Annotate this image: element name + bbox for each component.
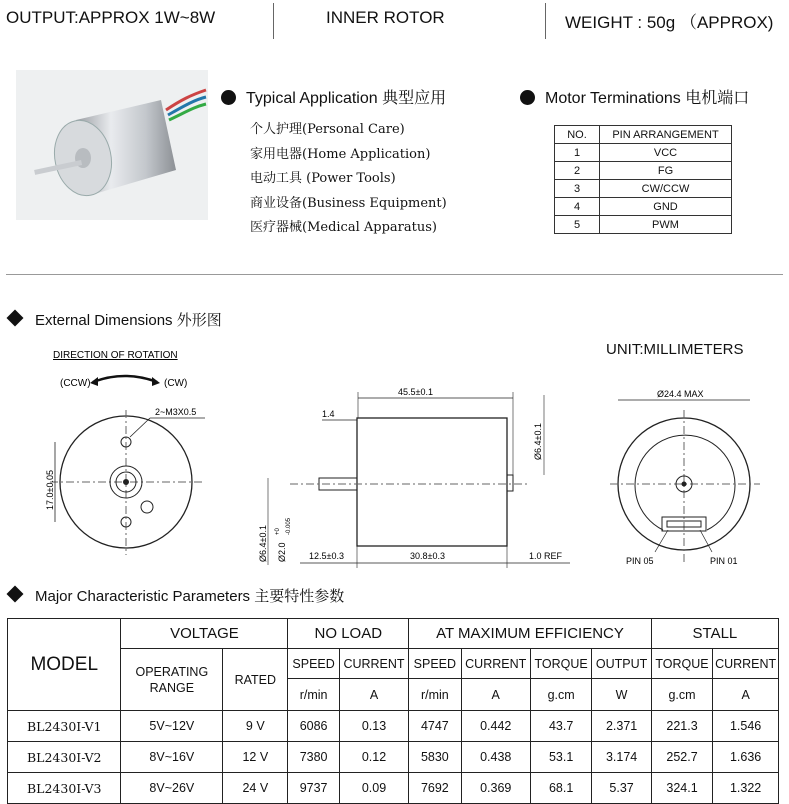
table-cell: 4 bbox=[555, 198, 600, 216]
table-cell: 2.371 bbox=[592, 711, 651, 742]
unit-cell: A bbox=[461, 679, 530, 711]
table-cell: PWM bbox=[600, 216, 732, 234]
table-cell: 9 V bbox=[223, 711, 288, 742]
weight-spec: WEIGHT : 50g （APPROX) bbox=[565, 13, 774, 32]
table-header-row bbox=[555, 126, 732, 144]
col-header: CURRENT bbox=[461, 649, 530, 679]
unit-cell: A bbox=[713, 679, 779, 711]
list-item: 商业设备(Business Equipment) bbox=[250, 195, 447, 211]
table-cell: 7692 bbox=[409, 773, 461, 804]
table-cell: 221.3 bbox=[651, 711, 712, 742]
params-title-text: Major Characteristic Parameters 主要特性参数 bbox=[35, 588, 345, 605]
table-cell: 0.438 bbox=[461, 742, 530, 773]
screw-spec: 2~M3X0.5 bbox=[155, 407, 197, 417]
noload-header: NO LOAD bbox=[288, 619, 409, 649]
table-cell: VCC bbox=[600, 144, 732, 162]
table-row bbox=[8, 711, 779, 742]
col-header: TORQUE bbox=[530, 649, 591, 679]
col-header: CURRENT bbox=[713, 649, 779, 679]
left-dia1-dim: Ø6.4±0.1 bbox=[258, 525, 268, 562]
application-list bbox=[250, 118, 447, 241]
seg2-dim: 30.8±0.3 bbox=[410, 551, 445, 561]
table-cell: 7380 bbox=[288, 742, 339, 773]
table-cell: 68.1 bbox=[530, 773, 591, 804]
table-row bbox=[8, 773, 779, 804]
model-cell: BL2430I-V2 bbox=[8, 742, 121, 773]
output-spec: OUTPUT:APPROX 1W~8W bbox=[6, 8, 216, 27]
table-row bbox=[555, 144, 732, 162]
model-cell: BL2430I-V1 bbox=[8, 711, 121, 742]
front-dia-label: 17.0±0.05 bbox=[45, 470, 55, 510]
table-cell: 5 bbox=[555, 216, 600, 234]
table-row bbox=[555, 198, 732, 216]
list-item: 医疗器械(Medical Apparatus) bbox=[250, 220, 437, 235]
voltage-header: VOLTAGE bbox=[121, 619, 288, 649]
table-cell: 1.322 bbox=[713, 773, 779, 804]
dimension-drawings bbox=[0, 340, 789, 580]
table-cell: 5V~12V bbox=[121, 711, 223, 742]
boss-dia-dim: Ø6.4±0.1 bbox=[533, 423, 543, 460]
table-cell: 24 V bbox=[223, 773, 288, 804]
unit-cell: r/min bbox=[288, 679, 339, 711]
table-cell: GND bbox=[600, 198, 732, 216]
table-cell: 0.369 bbox=[461, 773, 530, 804]
body-dia-dim: Ø24.4 MAX bbox=[657, 389, 704, 399]
table-cell: 5.37 bbox=[592, 773, 651, 804]
application-title bbox=[221, 85, 446, 108]
terminations-title bbox=[520, 85, 749, 108]
model-cell: BL2430I-V3 bbox=[8, 773, 121, 804]
table-cell: 3.174 bbox=[592, 742, 651, 773]
col-header: TORQUE bbox=[651, 649, 712, 679]
table-header: PIN ARRANGEMENT bbox=[600, 126, 732, 144]
ccw-label: (CCW) bbox=[60, 378, 91, 389]
params-title bbox=[6, 585, 344, 606]
left-dia2-tol-bot: -0.005 bbox=[286, 517, 292, 535]
model-header: MODEL bbox=[8, 619, 121, 711]
side-view bbox=[258, 387, 570, 568]
table-cell: 1 bbox=[555, 144, 600, 162]
table-row bbox=[555, 162, 732, 180]
header-divider bbox=[545, 3, 546, 39]
table-cell: 8V~16V bbox=[121, 742, 223, 773]
rotation-arrow-icon bbox=[93, 376, 157, 382]
col-header: SPEED bbox=[288, 649, 339, 679]
diamond-icon bbox=[7, 586, 24, 603]
list-item: 电动工具 (Power Tools) bbox=[250, 171, 396, 186]
motor-photo bbox=[16, 70, 208, 220]
table-header: NO. bbox=[555, 126, 600, 144]
rated-header: RATED bbox=[223, 649, 288, 711]
diamond-icon bbox=[7, 310, 24, 327]
terminations-table bbox=[554, 125, 732, 234]
seg3-dim: 1.0 REF bbox=[529, 551, 563, 561]
list-item: 个人护理(Personal Care) bbox=[250, 122, 405, 137]
dimensions-title bbox=[6, 309, 222, 330]
col-header: SPEED bbox=[409, 649, 461, 679]
table-header-row bbox=[8, 619, 779, 649]
left-dia2-dim: Ø2.0 bbox=[277, 542, 287, 562]
table-cell: 1.636 bbox=[713, 742, 779, 773]
stall-header: STALL bbox=[651, 619, 778, 649]
table-header-row bbox=[8, 649, 779, 679]
col-header: OUTPUT bbox=[592, 649, 651, 679]
table-cell: 12 V bbox=[223, 742, 288, 773]
table-cell: 0.12 bbox=[339, 742, 408, 773]
table-cell: 324.1 bbox=[651, 773, 712, 804]
rotation-label: DIRECTION OF ROTATION bbox=[53, 350, 178, 361]
table-cell: FG bbox=[600, 162, 732, 180]
unit-cell: A bbox=[339, 679, 408, 711]
table-cell: 0.09 bbox=[339, 773, 408, 804]
table-cell: 8V~26V bbox=[121, 773, 223, 804]
pin05-label: PIN 05 bbox=[626, 556, 654, 566]
table-row bbox=[555, 180, 732, 198]
dimensions-title-text: External Dimensions 外形图 bbox=[35, 312, 222, 329]
bullet-icon bbox=[221, 90, 236, 105]
terminations-title-text: Motor Terminations 电机端口 bbox=[545, 90, 750, 107]
rear-view bbox=[610, 389, 760, 566]
table-cell: CW/CCW bbox=[600, 180, 732, 198]
table-cell: 4747 bbox=[409, 711, 461, 742]
params-table bbox=[7, 618, 779, 804]
unit-cell: g.cm bbox=[530, 679, 591, 711]
list-item: 家用电器(Home Application) bbox=[250, 146, 431, 162]
table-cell: 53.1 bbox=[530, 742, 591, 773]
maxeff-header: AT MAXIMUM EFFICIENCY bbox=[409, 619, 652, 649]
table-row bbox=[8, 742, 779, 773]
rotor-type: INNER ROTOR bbox=[326, 8, 445, 27]
operating-header: OPERATING RANGE bbox=[121, 649, 223, 711]
cw-label: (CW) bbox=[164, 378, 188, 389]
table-cell: 43.7 bbox=[530, 711, 591, 742]
table-row bbox=[555, 216, 732, 234]
table-cell: 1.546 bbox=[713, 711, 779, 742]
left-dia2-tol-top: +0 bbox=[275, 528, 281, 535]
table-cell: 5830 bbox=[409, 742, 461, 773]
table-cell: 6086 bbox=[288, 711, 339, 742]
section-divider bbox=[6, 274, 783, 275]
table-cell: 0.442 bbox=[461, 711, 530, 742]
table-cell: 9737 bbox=[288, 773, 339, 804]
length-dim: 45.5±0.1 bbox=[398, 387, 433, 397]
unit-cell: W bbox=[592, 679, 651, 711]
spec-header bbox=[0, 0, 789, 38]
pin01-label: PIN 01 bbox=[710, 556, 738, 566]
application-title-text: Typical Application 典型应用 bbox=[246, 90, 447, 107]
seg1-dim: 12.5±0.3 bbox=[309, 551, 344, 561]
front-view bbox=[45, 350, 205, 555]
table-cell: 252.7 bbox=[651, 742, 712, 773]
shaft-len-dim: 1.4 bbox=[322, 409, 335, 419]
col-header: CURRENT bbox=[339, 649, 408, 679]
table-cell: 0.13 bbox=[339, 711, 408, 742]
unit-label: UNIT:MILLIMETERS bbox=[606, 341, 744, 358]
unit-cell: r/min bbox=[409, 679, 461, 711]
header-divider bbox=[273, 3, 274, 39]
table-cell: 3 bbox=[555, 180, 600, 198]
bullet-icon bbox=[520, 90, 535, 105]
table-cell: 2 bbox=[555, 162, 600, 180]
unit-cell: g.cm bbox=[651, 679, 712, 711]
